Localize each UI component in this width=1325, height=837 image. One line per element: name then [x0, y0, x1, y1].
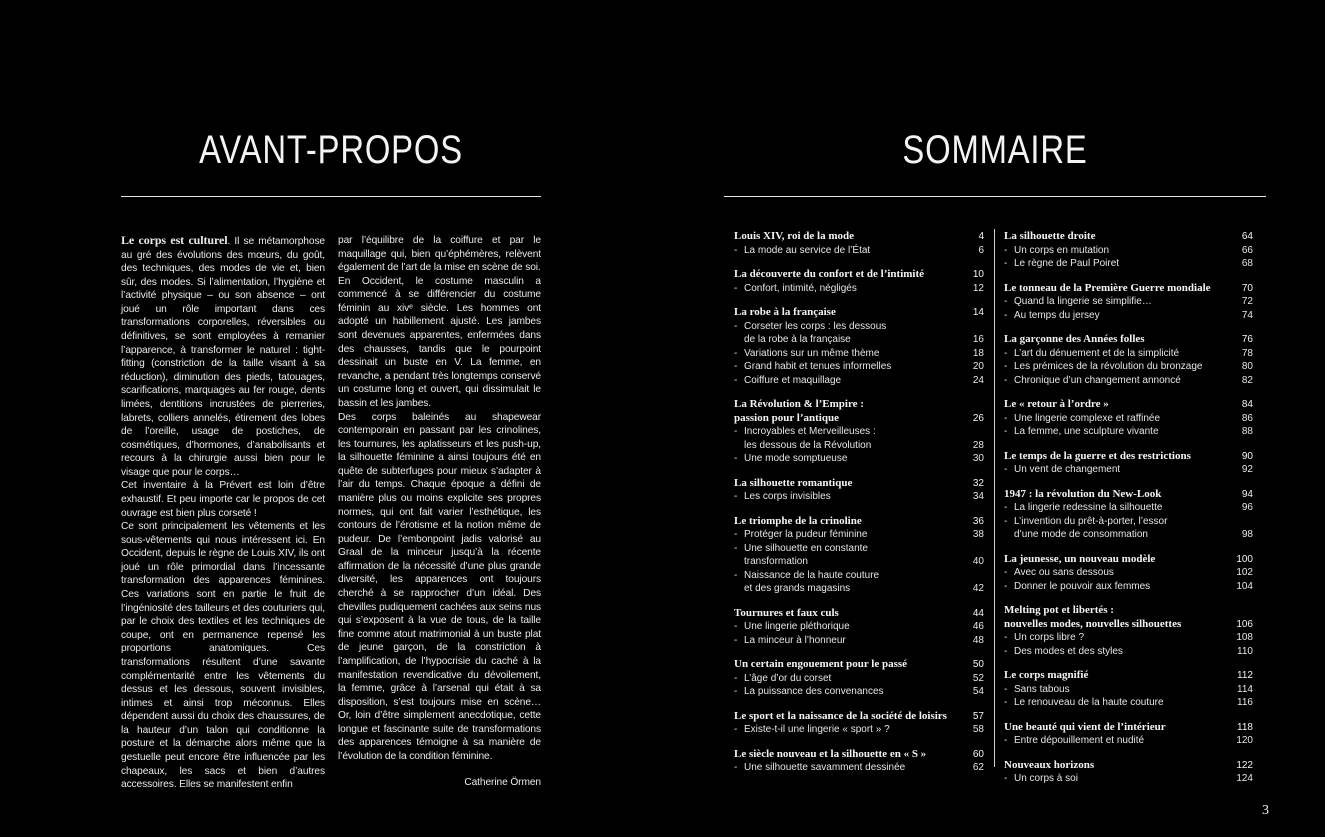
- toc-section: [734, 515, 984, 596]
- toc-entry: - Les prémices de la révolution du bronzage 80: [1004, 360, 1253, 374]
- toc-section: [734, 658, 984, 699]
- toc-entry: - Variations sur un même thème 18: [734, 347, 984, 361]
- toc-page-number: 26: [972, 412, 984, 424]
- toc-section-title: Tournures et faux culs 44: [734, 606, 984, 619]
- toc-entry: et des grands magasins 42: [744, 583, 984, 594]
- toc-page-number: 80: [1241, 361, 1253, 372]
- toc-section-title: La garçonne des Années folles 76: [1004, 333, 1253, 345]
- toc-entry: - Une lingerie complexe et raffinée 86: [1004, 412, 1253, 426]
- toc-section-title: Le sport et la naissance de la société de loisirs 57: [734, 709, 984, 722]
- toc-page-number: 10: [972, 269, 984, 280]
- toc-section-title: Un certain engouement pour le passé 50: [734, 658, 984, 670]
- toc-page-number: 40: [972, 556, 984, 567]
- toc-entry: - La minceur à l’honneur 48: [734, 634, 984, 648]
- toc-entry: - Des modes et des styles 110: [1004, 645, 1253, 659]
- toc-page-number: 98: [1241, 529, 1253, 540]
- toc-section-title: Le « retour à l’ordre » 84: [1004, 398, 1253, 410]
- toc-entry: - Un corps en mutation 66: [1004, 244, 1253, 258]
- toc-page-number: 14: [972, 307, 984, 318]
- toc-entry: - Une silhouette savamment dessinée 62: [734, 761, 984, 775]
- toc-entry: - Les corps invisibles 34: [734, 490, 984, 504]
- toc-entry: - Avec ou sans dessous 102: [1004, 566, 1253, 580]
- toc-section: [1004, 282, 1253, 323]
- toc-page-number: 44: [972, 607, 984, 619]
- toc-section-title: nouvelles modes, nouvelles silhouettes 106: [1004, 617, 1253, 630]
- toc-entry: - La mode au service de l’État 6: [734, 244, 984, 258]
- toc-column-left: [734, 230, 984, 786]
- toc-section: [734, 710, 984, 737]
- toc-section-title: Le corps magnifié 112: [1004, 669, 1253, 681]
- toc-entry: - Le renouveau de la haute couture 116: [1004, 696, 1253, 710]
- paragraph-text: . Il se métamorphose au gré des évolutions des mœurs, du goût, des techniques, des modes de vie et, bien sûr, des modes. Si l’alimentation, l’hygiène et l’activité physique – ou son absence – ont joué un rôle important dans ces transformations corporelles, réversibles ou définitives, se sont employées à remanier l’apparence, à transformer le naturel : tight-fitting (constriction de la taille visant à sa réduction), diminution des pieds, tatouages, scarifications, marquages au fer rouge, dents limées, dentitions incrustées de pierreries, labrets, colliers annelés, étirement des lobes de l’oreille, usage de postiches, de cosmétiques, d’hormones, d’anabolisants et recours à la chirurgie aussi bien pour le visage que pour le corps…: [121, 236, 325, 478]
- toc-page-number: 28: [972, 439, 984, 451]
- toc-section-title: La silhouette droite 64: [1004, 230, 1253, 242]
- toc-page-number: 102: [1236, 567, 1253, 578]
- toc-page-number: 104: [1236, 580, 1253, 592]
- toc-entry: - Protéger la pudeur féminine 38: [734, 528, 984, 542]
- toc-page-number: 116: [1237, 697, 1253, 708]
- toc-page-number: 42: [972, 583, 984, 594]
- toc-page-number: 38: [972, 529, 984, 540]
- toc-page-number: 34: [972, 491, 984, 502]
- toc-section: [1004, 398, 1253, 439]
- toc-page-number: 100: [1236, 553, 1253, 565]
- toc-page-number: 118: [1237, 721, 1253, 733]
- toc-page-number: 92: [1241, 464, 1253, 475]
- toc-entry: - Un vent de changement 92: [1004, 463, 1253, 477]
- toc-section: [1004, 759, 1253, 786]
- toc-section: [1004, 333, 1253, 387]
- toc-section: [1004, 450, 1253, 477]
- toc-entry: - Naissance de la haute couture: [734, 569, 984, 583]
- toc-page-number: 124: [1236, 773, 1253, 784]
- toc-page-number: 96: [1241, 502, 1253, 513]
- toc-page-number: 106: [1236, 618, 1253, 630]
- toc-section-title: Le temps de la guerre et des restrictions 90: [1004, 449, 1253, 462]
- toc-page-number: 18: [972, 347, 984, 359]
- toc-page-number: 88: [1241, 426, 1253, 437]
- toc-section-title: Une beauté qui vient de l’intérieur 118: [1004, 720, 1253, 733]
- toc-section-title: La jeunesse, un nouveau modèle 100: [1004, 552, 1253, 565]
- avant-propos-title: AVANT-PROPOS: [199, 128, 463, 172]
- toc-page-number: 82: [1241, 374, 1253, 386]
- toc-entry: - Au temps du jersey 74: [1004, 309, 1253, 323]
- toc-page-number: 76: [1241, 334, 1253, 345]
- toc-section: [1004, 230, 1253, 271]
- toc-page-number: 52: [972, 672, 984, 684]
- toc-page-number: 72: [1241, 296, 1253, 307]
- toc-section-title: Louis XIV, roi de la mode 4: [734, 230, 984, 242]
- paragraph: En Occident, le costume masculin a commencé à se différencier du costume féminin au xivᵉ siècle. Les hommes ont adopté un habillement ajusté. Les jambes sont devenues apparentes, enfermées dans des chausses, tandis que le pourpoint dessinait un buste en V. La femme, en revanche, a pendant très longtemps conservé un costume long et ouvert, qui dissimulait le bassin et les jambes.: [338, 275, 541, 409]
- lead-phrase: Le corps est culturel: [121, 233, 228, 247]
- toc-section-title: Le triomphe de la crinoline 36: [734, 514, 984, 527]
- toc-page-number: 64: [1241, 231, 1253, 242]
- toc-page-number: 112: [1237, 670, 1253, 681]
- toc-entry: - Une silhouette en constante: [734, 542, 984, 556]
- toc-section-title: La silhouette romantique 32: [734, 476, 984, 489]
- toc-page-number: 36: [972, 515, 984, 527]
- toc-entry: - Grand habit et tenues informelles 20: [734, 360, 984, 374]
- paragraph: Cet inventaire à la Prévert est loin d’être exhaustif. Et peu importe car le propos de cet ouvrage est bien plus corseté !: [121, 480, 325, 519]
- page-number: 3: [1262, 803, 1269, 818]
- toc-section: [734, 230, 984, 257]
- toc-section-title: La Révolution & l’Empire :: [734, 398, 864, 410]
- paragraph: Ce sont principalement les vêtements et les sous-vêtements qui nous intéressent ici. En Occident, depuis le règne de Louis XIV, ils ont joué un rôle primordial dans l’incessante transformation des apparences féminines. Ces variations sont en partie le fruit de l’ingéniosité des tailleurs et des couturiers qui, par le choix des textiles et les techniques de coupe, ont en permanence repensé les proportions anatomiques. Ces transformations résultent d’une savante complémentarité entre les vêtements du dessus et les dessous, souvent invisibles, intimes et ainsi trop méconnus. Elles dépendent aussi du choix des chaussures, de la hauteur d’un talon qui conditionne la posture et la démarche alors même que la gestuelle peut encore être influencée par les chapeaux, les sacs et bien d’autres accessoires. Elles se manifestent enfin: [121, 521, 325, 791]
- toc-page-number: 108: [1236, 632, 1253, 643]
- toc-section-title: Nouveaux horizons 122: [1004, 758, 1253, 771]
- toc-page-number: 32: [972, 477, 984, 489]
- toc-section-title: Melting pot et libertés :: [1004, 604, 1114, 616]
- toc-section: [1004, 488, 1253, 542]
- toc-section: [1004, 553, 1253, 594]
- toc-entry: transformation 40: [744, 556, 984, 567]
- paragraph: par l’équilibre de la coiffure et par le maquillage qui, bien qu’éphémères, relèvent également de l’art de la mise en scène de soi.: [338, 235, 541, 274]
- title-rule-left: [121, 196, 541, 197]
- toc-page-number: 62: [972, 762, 984, 773]
- toc-entry: - Un corps libre ? 108: [1004, 631, 1253, 645]
- toc-entry: - Corseter les corps : les dessous: [734, 320, 984, 334]
- toc-page-number: 90: [1241, 450, 1253, 462]
- toc-page-number: 68: [1241, 258, 1253, 269]
- toc-entry: - Chronique d’un changement annoncé 82: [1004, 374, 1253, 388]
- toc-section: [734, 607, 984, 648]
- toc-entry: - Incroyables et Merveilleuses :: [734, 425, 984, 439]
- toc-entry: les dessous de la Révolution 28: [744, 439, 984, 451]
- toc-page-number: 50: [972, 659, 984, 670]
- toc-section: [734, 398, 984, 466]
- toc-page-number: 70: [1241, 282, 1253, 294]
- toc-page-number: 48: [972, 634, 984, 646]
- toc-page-number: 86: [1241, 412, 1253, 424]
- toc-page-number: 12: [972, 282, 984, 294]
- toc-page-number: 57: [972, 710, 984, 722]
- avant-propos-column-2: [338, 234, 541, 789]
- toc-entry: - Donner le pouvoir aux femmes 104: [1004, 580, 1253, 594]
- toc-page-number: 46: [972, 621, 984, 632]
- toc-section-title: Le tonneau de la Première Guerre mondiale 70: [1004, 281, 1253, 294]
- toc-page-number: 30: [972, 453, 984, 464]
- toc-entry: - La lingerie redessine la silhouette 96: [1004, 501, 1253, 515]
- toc-section-title: 1947 : la révolution du New-Look 94: [1004, 487, 1253, 500]
- toc-section: [734, 268, 984, 295]
- toc-page-number: 84: [1241, 399, 1253, 410]
- toc-entry: - Une lingerie pléthorique 46: [734, 620, 984, 634]
- toc-entry: d’une mode de consommation 98: [1014, 529, 1253, 540]
- toc-page-number: 58: [972, 724, 984, 735]
- author-signature: Catherine Örmen: [464, 776, 541, 788]
- paragraph: Des corps baleinés au shapewear contemporain en passant par les crinolines, les tournures, les aplatisseurs et les push-up, la silhouette féminine a ainsi toujours été en quête de subterfuges pour mieux s’adapter à l’air du temps. Chaque époque a défini de manière plus ou moins explicite ses propres normes, qui ont fait varier l’esthétique, les contours de l’érotisme et la notion même de pudeur. De l’embonpoint jadis valorisé au Graal de la minceur jusqu’à la récente affirmation de la nécessité d’une plus grande diversité, les apparences ont toujours cherché à se rapprocher d’un idéal. Des chevilles pudiquement cachées aux seins nus qui s’exposent à la vue de tous, de la taille fine comme atout matrimonial à un buste plat de jeune garçon, de la constriction à l’amplification, de l’hypocrisie du caché à la manifestation revendicative du dévoilement, la femme, grâce à l’arsenal qui était à sa disposition, s’est toujours mise en scène… Or, loin d’être simplement anecdotique, cette longue et fascinante suite de transformations des apparences témoigne à sa manière de l’évolution de la condition féminine.: [338, 411, 541, 762]
- toc-divider: [994, 229, 995, 767]
- toc-section: [734, 748, 984, 775]
- toc-entry: - Un corps à soi 124: [1004, 772, 1253, 786]
- toc-page-number: 110: [1237, 645, 1253, 657]
- toc-entry: - Sans tabous 114: [1004, 683, 1253, 697]
- toc-entry: - Une mode somptueuse 30: [734, 452, 984, 466]
- toc-page-number: 6: [978, 244, 984, 256]
- toc-entry: - Coiffure et maquillage 24: [734, 374, 984, 388]
- toc-page-number: 74: [1241, 309, 1253, 321]
- toc-entry: - Confort, intimité, négligés 12: [734, 282, 984, 296]
- toc-entry: - La puissance des convenances 54: [734, 685, 984, 699]
- toc-section: [1004, 669, 1253, 710]
- toc-section: [734, 306, 984, 387]
- toc-page-number: 4: [978, 231, 984, 242]
- toc-entry: - Le règne de Paul Poiret 68: [1004, 257, 1253, 271]
- toc-entry: - L’art du dénuement et de la simplicité 78: [1004, 347, 1253, 361]
- toc-page-number: 60: [972, 748, 984, 760]
- toc-section: [1004, 721, 1253, 748]
- toc-page-number: 120: [1236, 735, 1253, 746]
- toc-entry: - Entre dépouillement et nudité 120: [1004, 734, 1253, 748]
- toc-page-number: 78: [1241, 347, 1253, 359]
- toc-section-title: La découverte du confort et de l’intimité 10: [734, 268, 984, 280]
- toc-entry: - L’âge d’or du corset 52: [734, 672, 984, 686]
- toc-entry: - Existe-t-il une lingerie « sport » ? 58: [734, 723, 984, 737]
- toc-page-number: 114: [1237, 683, 1253, 695]
- toc-page-number: 66: [1241, 244, 1253, 256]
- toc-entry: - La femme, une sculpture vivante 88: [1004, 425, 1253, 439]
- toc-section-title: Le siècle nouveau et la silhouette en « S » 60: [734, 747, 984, 760]
- toc-page-number: 16: [972, 334, 984, 345]
- toc-page-number: 54: [972, 686, 984, 697]
- toc-page-number: 20: [972, 361, 984, 372]
- toc-entry: - Quand la lingerie se simplifie… 72: [1004, 295, 1253, 309]
- toc-page-number: 24: [972, 374, 984, 386]
- toc-entry: - L’invention du prêt-à-porter, l’essor: [1004, 515, 1253, 529]
- toc-section-title: passion pour l’antique 26: [734, 411, 984, 424]
- avant-propos-column-1: [121, 234, 325, 792]
- paragraph: [121, 234, 325, 479]
- toc-section: [734, 477, 984, 504]
- toc-section-title: La robe à la française 14: [734, 306, 984, 318]
- toc-page-number: 94: [1241, 488, 1253, 500]
- toc-column-right: [1004, 230, 1253, 797]
- title-rule-right: [724, 196, 1266, 197]
- toc-page-number: 122: [1236, 759, 1253, 771]
- toc-entry: de la robe à la française 16: [744, 334, 984, 345]
- sommaire-title: SOMMAIRE: [902, 128, 1088, 172]
- toc-section: [1004, 604, 1253, 658]
